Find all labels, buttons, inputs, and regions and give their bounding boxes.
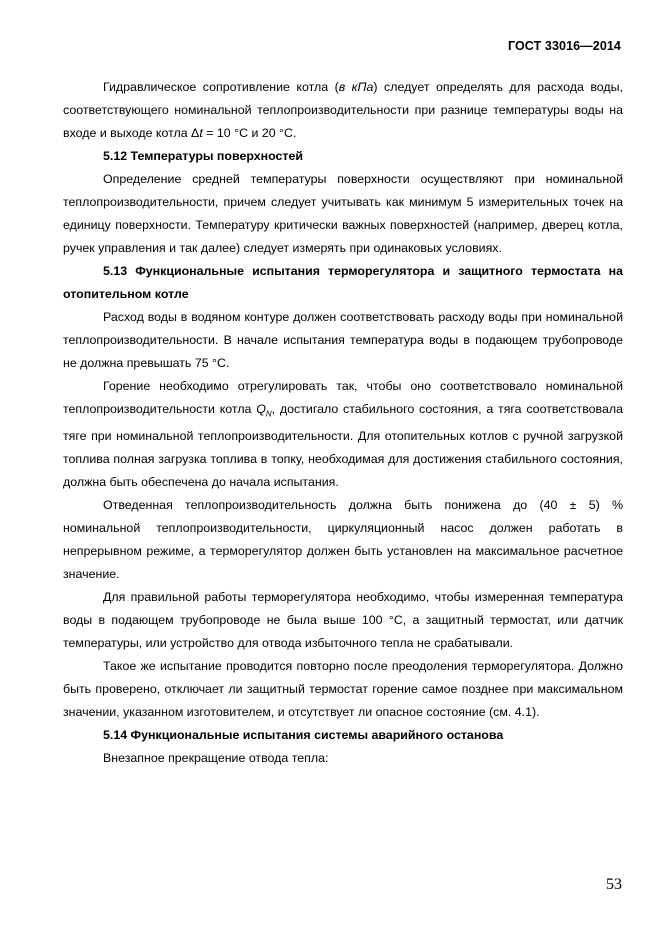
paragraph-thermostat-operation: Для правильной работы терморегулятора необходимо, чтобы измеренная температура воды в подающем трубопроводе не была выше 100 °С, а защитный термостат, или датчик температуры, или устройство для отвода избыточного тепла не срабатывали.	[63, 590, 623, 651]
subscript: N	[265, 409, 272, 419]
section-heading-5-13: 5.13 Функциональные испытания терморегулятора и защитного термостата на отопительном котле	[63, 264, 623, 301]
paragraph-hydraulic-resistance	[63, 76, 623, 145]
text-run: = 10 °С и 20 °С.	[202, 126, 297, 140]
section-heading-5-14: 5.14 Функциональные испытания системы аварийного останова	[103, 728, 504, 743]
italic-variable: Q	[256, 402, 266, 416]
paragraph-combustion	[63, 375, 623, 494]
paragraph-heat-removal: Внезапное прекращение отвода тепла:	[103, 751, 329, 766]
text-run: Горение необходимо отрегулировать так, чтобы оно соответствовало номинальной теплопроизводительности котла	[63, 379, 623, 416]
text-run: ) следует определять для расхода воды, соответствующего номинальной теплопроизводительности при разнице температуры воды на входе и выходе котла Δ	[63, 80, 623, 140]
document-header-id: ГОСТ 33016—2014	[507, 39, 621, 53]
text-run: , достигало стабильного состояния, а тяга соответствовала тяге при номинальной теплопроизводительности. Для отопительных котлов с ручной загрузкой топлива полная загрузка топлива в топку, необходимая для достижения стабильного состояния, должна быть обеспечена до начала испытания.	[63, 402, 623, 490]
paragraph-water-flow: Расход воды в водяном контуре должен соответствовать расходу воды при номинальной теплопроизводительности. В начале испытания температура воды в подающем трубопроводе не должна превышать 75 °С.	[63, 310, 623, 370]
section-heading-5-12: 5.12 Температуры поверхностей	[103, 149, 303, 163]
document-body	[63, 76, 623, 770]
paragraph-surface-temperatures: Определение средней температуры поверхности осуществляют при номинальной теплопроизводительности, причем следует учитывать как минимум 5 измерительных точек на единицу поверхности. Температуру критически важных поверхностей (например, дверец котла, ручек управления и так далее) следует измерять при одинаковых условиях.	[63, 172, 623, 255]
italic-variable: t	[199, 126, 203, 140]
text-run: Гидравлическое сопротивление котла (	[103, 80, 339, 94]
italic-unit: в кПа	[338, 80, 374, 94]
paragraph-repeat-test: Такое же испытание проводится повторно после преодоления терморегулятора. Должно быть проверено, отключает ли защитный термостат горение самое позднее при максимальном значении, указанном изготовителем, и отсутствует ли опасное состояние (см. 4.1).	[63, 659, 623, 720]
page-number: 53	[606, 876, 622, 893]
paragraph-heat-output: Отведенная теплопроизводительность должна быть понижена до (40 ± 5) % номинальной теплопроизводительности, циркуляционный насос должен работать в непрерывном режиме, а терморегулятор должен быть установлен на максимальное расчетное значение.	[63, 498, 623, 582]
